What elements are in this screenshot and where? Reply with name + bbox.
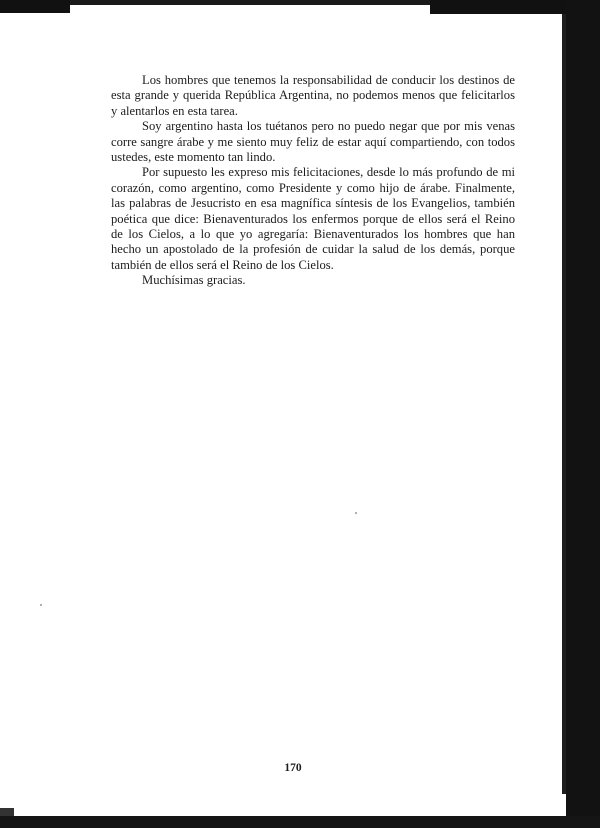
scan-edge-bottom-left (0, 808, 14, 816)
paragraph: Soy argentino hasta los tuétanos pero no puedo negar que por mis venas corre sangre árabe y me siento muy feliz de estar aquí compartiendo, con todos ustedes, este momento tan lindo. (111, 119, 515, 165)
scan-edge-right-inner (562, 14, 566, 794)
scan-speck (40, 604, 42, 606)
page-number: 170 (284, 762, 302, 774)
scan-edge-right (566, 0, 600, 828)
body-text (111, 73, 515, 289)
paragraph: Por supuesto les expreso mis felicitaciones, desde lo más profundo de mi corazón, como argentino, como Presidente y como hijo de árabe. Finalmente, las palabras de Jesucristo en esa magnífica síntesis de los Evangelios, también poética que dice: Bienaventurados los enfermos porque de ellos será el Reino de los Cielos, a lo que yo agregaría: Bienaventurados los hombres que han hecho un apostolado de la profesión de cuidar la salud de los demás, porque también de ellos será el Reino de los Cielos. (111, 165, 515, 272)
scan-edge-bottom (0, 816, 600, 828)
paragraph: Muchísimas gracias. (142, 273, 246, 288)
scan-edge-top-left (0, 0, 70, 13)
paragraph: Los hombres que tenemos la responsabilidad de conducir los destinos de esta grande y querida República Argentina, no podemos menos que felicitarlos y alentarlos en esta tarea. (111, 73, 515, 118)
scan-speck (355, 512, 357, 514)
